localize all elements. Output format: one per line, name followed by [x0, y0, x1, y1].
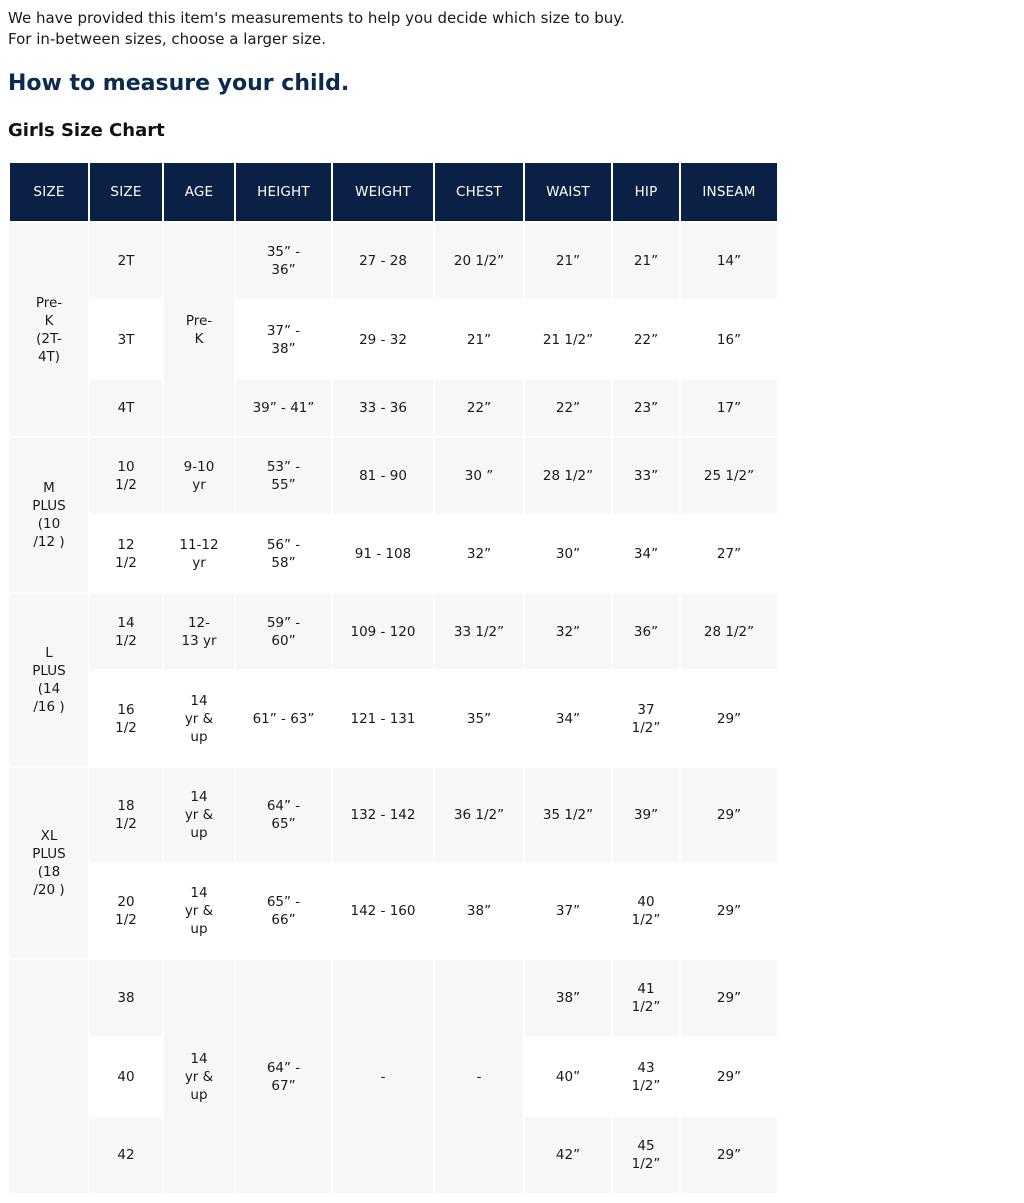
age-cell: 14 yr & up	[164, 671, 234, 766]
chest-cell: 20 1/2”	[435, 223, 523, 299]
chest-cell: 38”	[435, 864, 523, 958]
waist-cell: 38”	[525, 960, 611, 1036]
hip-cell: 43 1/2”	[613, 1038, 679, 1115]
inseam-cell: 16”	[681, 301, 777, 378]
weight-cell: 27 - 28	[333, 223, 433, 299]
inseam-cell: 27”	[681, 516, 777, 592]
inseam-cell: 25 1/2”	[681, 438, 777, 514]
chest-cell: 21”	[435, 301, 523, 378]
waist-cell: 40”	[525, 1038, 611, 1115]
size-cell: 10 1/2	[90, 438, 162, 514]
age-cell: 14 yr & up	[164, 960, 234, 1193]
age-cell: Pre- K	[164, 223, 234, 436]
header-weight: WEIGHT	[333, 163, 433, 221]
size-cell: 18 1/2	[90, 768, 162, 862]
age-cell: 11-12 yr	[164, 516, 234, 592]
header-height: HEIGHT	[236, 163, 331, 221]
chest-cell: 36 1/2”	[435, 768, 523, 862]
inseam-cell: 29”	[681, 1117, 777, 1193]
height-cell: 37” - 38”	[236, 301, 331, 378]
how-to-measure-link[interactable]: How to measure your child.	[8, 71, 350, 96]
height-cell: 64” - 65”	[236, 768, 331, 862]
table-row	[10, 438, 777, 514]
size-group-cell: Pre- K (2T- 4T)	[10, 223, 88, 436]
size-group-cell: XL PLUS (18 /20 )	[10, 768, 88, 958]
hip-cell: 34”	[613, 516, 679, 592]
size-cell: 20 1/2	[90, 864, 162, 958]
header-row	[10, 163, 777, 221]
header-waist: WAIST	[525, 163, 611, 221]
table-row	[10, 380, 777, 436]
table-row	[10, 223, 777, 299]
weight-cell: 91 - 108	[333, 516, 433, 592]
hip-cell: 21”	[613, 223, 679, 299]
size-cell: 14 1/2	[90, 594, 162, 669]
waist-cell: 34”	[525, 671, 611, 766]
height-cell: 61” - 63”	[236, 671, 331, 766]
waist-cell: 30”	[525, 516, 611, 592]
weight-cell: -	[333, 960, 433, 1193]
height-cell: 35” - 36”	[236, 223, 331, 299]
age-cell: 12- 13 yr	[164, 594, 234, 669]
table-row	[10, 301, 777, 378]
height-cell: 39” - 41”	[236, 380, 331, 436]
header-hip: HIP	[613, 163, 679, 221]
weight-cell: 29 - 32	[333, 301, 433, 378]
inseam-cell: 29”	[681, 768, 777, 862]
chest-cell: 35”	[435, 671, 523, 766]
header-chest: CHEST	[435, 163, 523, 221]
chest-cell: 32”	[435, 516, 523, 592]
intro-text	[8, 8, 625, 50]
waist-cell: 37”	[525, 864, 611, 958]
waist-cell: 22”	[525, 380, 611, 436]
waist-cell: 21 1/2”	[525, 301, 611, 378]
inseam-cell: 29”	[681, 1038, 777, 1115]
size-cell: 16 1/2	[90, 671, 162, 766]
table-row	[10, 671, 777, 766]
size-group-cell: L PLUS (14 /16 )	[10, 594, 88, 766]
height-cell: 59” - 60”	[236, 594, 331, 669]
size-cell: 40	[90, 1038, 162, 1115]
size-cell: 3T	[90, 301, 162, 378]
waist-cell: 28 1/2”	[525, 438, 611, 514]
header-age: AGE	[164, 163, 234, 221]
hip-cell: 45 1/2”	[613, 1117, 679, 1193]
chart-title: Girls Size Chart	[8, 120, 165, 141]
table-row	[10, 768, 777, 862]
inseam-cell: 29”	[681, 960, 777, 1036]
hip-cell: 22”	[613, 301, 679, 378]
height-cell: 53” - 55”	[236, 438, 331, 514]
hip-cell: 40 1/2”	[613, 864, 679, 958]
hip-cell: 23”	[613, 380, 679, 436]
age-cell: 14 yr & up	[164, 864, 234, 958]
height-cell: 65” - 66”	[236, 864, 331, 958]
hip-cell: 33”	[613, 438, 679, 514]
waist-cell: 21”	[525, 223, 611, 299]
chest-cell: 22”	[435, 380, 523, 436]
size-group-cell	[10, 960, 88, 1193]
inseam-cell: 14”	[681, 223, 777, 299]
age-cell: 14 yr & up	[164, 768, 234, 862]
table-row	[10, 516, 777, 592]
weight-cell: 33 - 36	[333, 380, 433, 436]
inseam-cell: 29”	[681, 671, 777, 766]
weight-cell: 121 - 131	[333, 671, 433, 766]
size-cell: 12 1/2	[90, 516, 162, 592]
intro-line-2: For in-between sizes, choose a larger size.	[8, 30, 327, 48]
height-cell: 64” - 67”	[236, 960, 331, 1193]
weight-cell: 132 - 142	[333, 768, 433, 862]
height-cell: 56” - 58”	[236, 516, 331, 592]
chest-cell: -	[435, 960, 523, 1193]
hip-cell: 39”	[613, 768, 679, 862]
header-size: SIZE	[90, 163, 162, 221]
table-row	[10, 960, 777, 1036]
waist-cell: 42”	[525, 1117, 611, 1193]
header-inseam: INSEAM	[681, 163, 777, 221]
size-cell: 42	[90, 1117, 162, 1193]
hip-cell: 36”	[613, 594, 679, 669]
inseam-cell: 28 1/2”	[681, 594, 777, 669]
weight-cell: 81 - 90	[333, 438, 433, 514]
inseam-cell: 29”	[681, 864, 777, 958]
size-cell: 2T	[90, 223, 162, 299]
inseam-cell: 17”	[681, 380, 777, 436]
chest-cell: 33 1/2”	[435, 594, 523, 669]
chest-cell: 30 ”	[435, 438, 523, 514]
hip-cell: 37 1/2”	[613, 671, 679, 766]
hip-cell: 41 1/2”	[613, 960, 679, 1036]
size-cell: 38	[90, 960, 162, 1036]
table-row	[10, 864, 777, 958]
waist-cell: 35 1/2”	[525, 768, 611, 862]
size-chart-table	[8, 161, 779, 1195]
table-row	[10, 594, 777, 669]
header-size-group: SIZE	[10, 163, 88, 221]
size-group-cell: M PLUS (10 /12 )	[10, 438, 88, 592]
weight-cell: 109 - 120	[333, 594, 433, 669]
weight-cell: 142 - 160	[333, 864, 433, 958]
size-cell: 4T	[90, 380, 162, 436]
waist-cell: 32”	[525, 594, 611, 669]
age-cell: 9-10 yr	[164, 438, 234, 514]
intro-line-1: We have provided this item's measurements to help you decide which size to buy.	[8, 9, 625, 27]
